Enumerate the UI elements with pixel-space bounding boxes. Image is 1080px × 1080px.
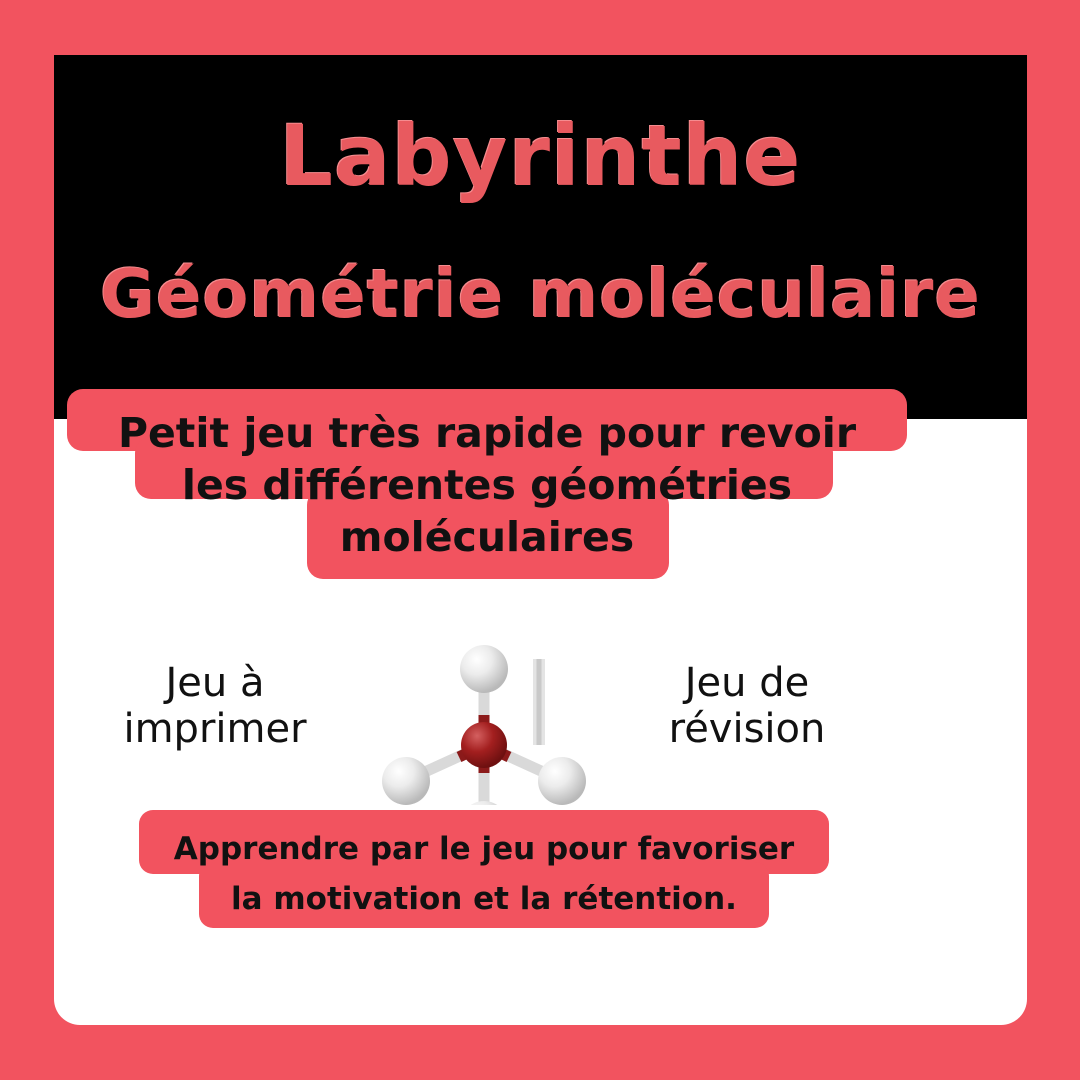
tetrahedral-molecule-icon [374, 585, 594, 805]
atom-center [461, 722, 507, 768]
atom-right [538, 757, 586, 805]
revision-game-label [627, 660, 867, 752]
title-banner [54, 55, 1027, 419]
title-line-2: Géométrie moléculaire [100, 255, 981, 333]
title-line-1: Labyrinthe [279, 107, 802, 205]
tagline-text [139, 824, 829, 924]
tagline-line-2: la motivation et la rétention. [231, 881, 737, 917]
printable-game-line-1: Jeu à [165, 660, 265, 706]
description-text [67, 407, 907, 563]
tagline-highlight [139, 810, 829, 928]
tagline-line-1: Apprendre par le jeu pour favoriser [173, 831, 795, 867]
description-line-1: Petit jeu très rapide pour revoir [117, 409, 857, 457]
description-highlight [67, 389, 907, 579]
printable-game-line-2: imprimer [123, 706, 307, 752]
description-line-2: les différentes géométries [181, 461, 793, 509]
printable-game-label [95, 660, 335, 752]
atom-top [460, 645, 508, 693]
revision-game-line-2: révision [668, 706, 826, 752]
revision-game-line-1: Jeu de [684, 660, 810, 706]
atom-bottom [460, 801, 508, 805]
description-line-3: moléculaires [339, 513, 635, 561]
atom-left [382, 757, 430, 805]
